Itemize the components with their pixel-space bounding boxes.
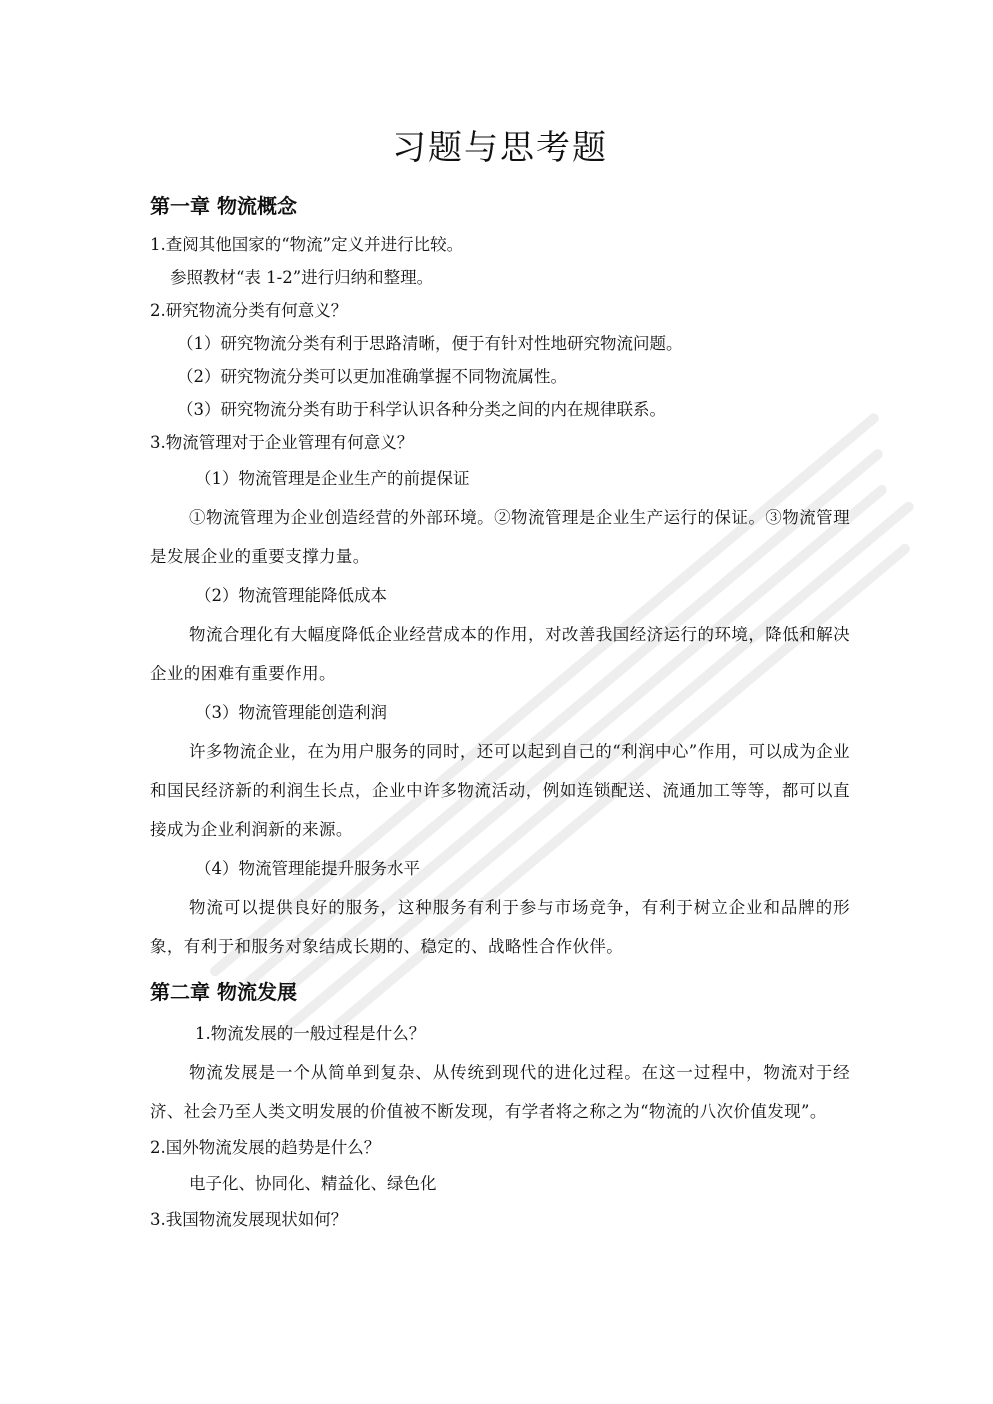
ch2-question-3: 3.我国物流发展现状如何？ [150, 1210, 348, 1229]
ch2-answer-1: 物流发展是一个从简单到复杂、从传统到现代的进化过程。在这一过程中，物流对于经济、社会乃至人类文明发展的价值被不断发现，有学者将之称之为“物流的八次价值发现”。 [150, 1063, 850, 1121]
ch2-question-1: 1.物流发展的一般过程是什么？ [195, 1024, 426, 1043]
ch1-q3-paragraph-2: 物流合理化有大幅度降低企业经营成本的作用，对改善我国经济运行的环境，降低和解决企业的困难有重要作用。 [150, 625, 850, 683]
ch1-answer-2-item: （3）研究物流分类有助于科学认识各种分类之间的内在规律联系。 [177, 400, 666, 419]
ch2-answer-2: 电子化、协同化、精益化、绿色化 [189, 1174, 437, 1193]
ch1-question-3: 3.物流管理对于企业管理有何意义？ [150, 433, 414, 452]
ch1-q3-subheading-1: （1）物流管理是企业生产的前提保证 [195, 469, 470, 488]
document-page [150, 126, 850, 1236]
ch1-q3-subheading-3: （3）物流管理能创造利润 [195, 703, 387, 722]
ch1-answer-1: 参照教材“表 1-2”进行归纳和整理。 [170, 268, 434, 287]
document-title: 习题与思考题 [392, 128, 608, 168]
ch1-q3-subheading-2: （2）物流管理能降低成本 [195, 586, 387, 605]
ch1-q3-paragraph-3: 许多物流企业，在为用户服务的同时，还可以起到自己的“利润中心”作用，可以成为企业和国民经济新的利润生长点，企业中许多物流活动，例如连锁配送、流通加工等等，都可以直接成为企业利润新的来源。 [150, 742, 850, 839]
ch1-q3-paragraph-4: 物流可以提供良好的服务，这种服务有利于参与市场竞争，有利于树立企业和品牌的形象，有利于和服务对象结成长期的、稳定的、战略性合作伙伴。 [150, 898, 850, 956]
ch1-question-1: 1.查阅其他国家的“物流”定义并进行比较。 [150, 235, 464, 254]
ch1-answer-2-item: （1）研究物流分类有利于思路清晰，便于有针对性地研究物流问题。 [177, 334, 683, 353]
chapter-1-heading: 第一章 物流概念 [150, 194, 297, 218]
chapter-2-heading: 第二章 物流发展 [150, 980, 297, 1004]
ch1-q3-paragraph-1: ①物流管理为企业创造经营的外部环境。②物流管理是企业生产运行的保证。③物流管理是发展企业的重要支撑力量。 [150, 508, 850, 566]
ch2-question-2: 2.国外物流发展的趋势是什么？ [150, 1138, 381, 1157]
ch1-q3-subheading-4: （4）物流管理能提升服务水平 [195, 859, 420, 878]
ch1-answer-2-item: （2）研究物流分类可以更加准确掌握不同物流属性。 [177, 367, 567, 386]
ch1-question-2: 2.研究物流分类有何意义？ [150, 301, 348, 320]
